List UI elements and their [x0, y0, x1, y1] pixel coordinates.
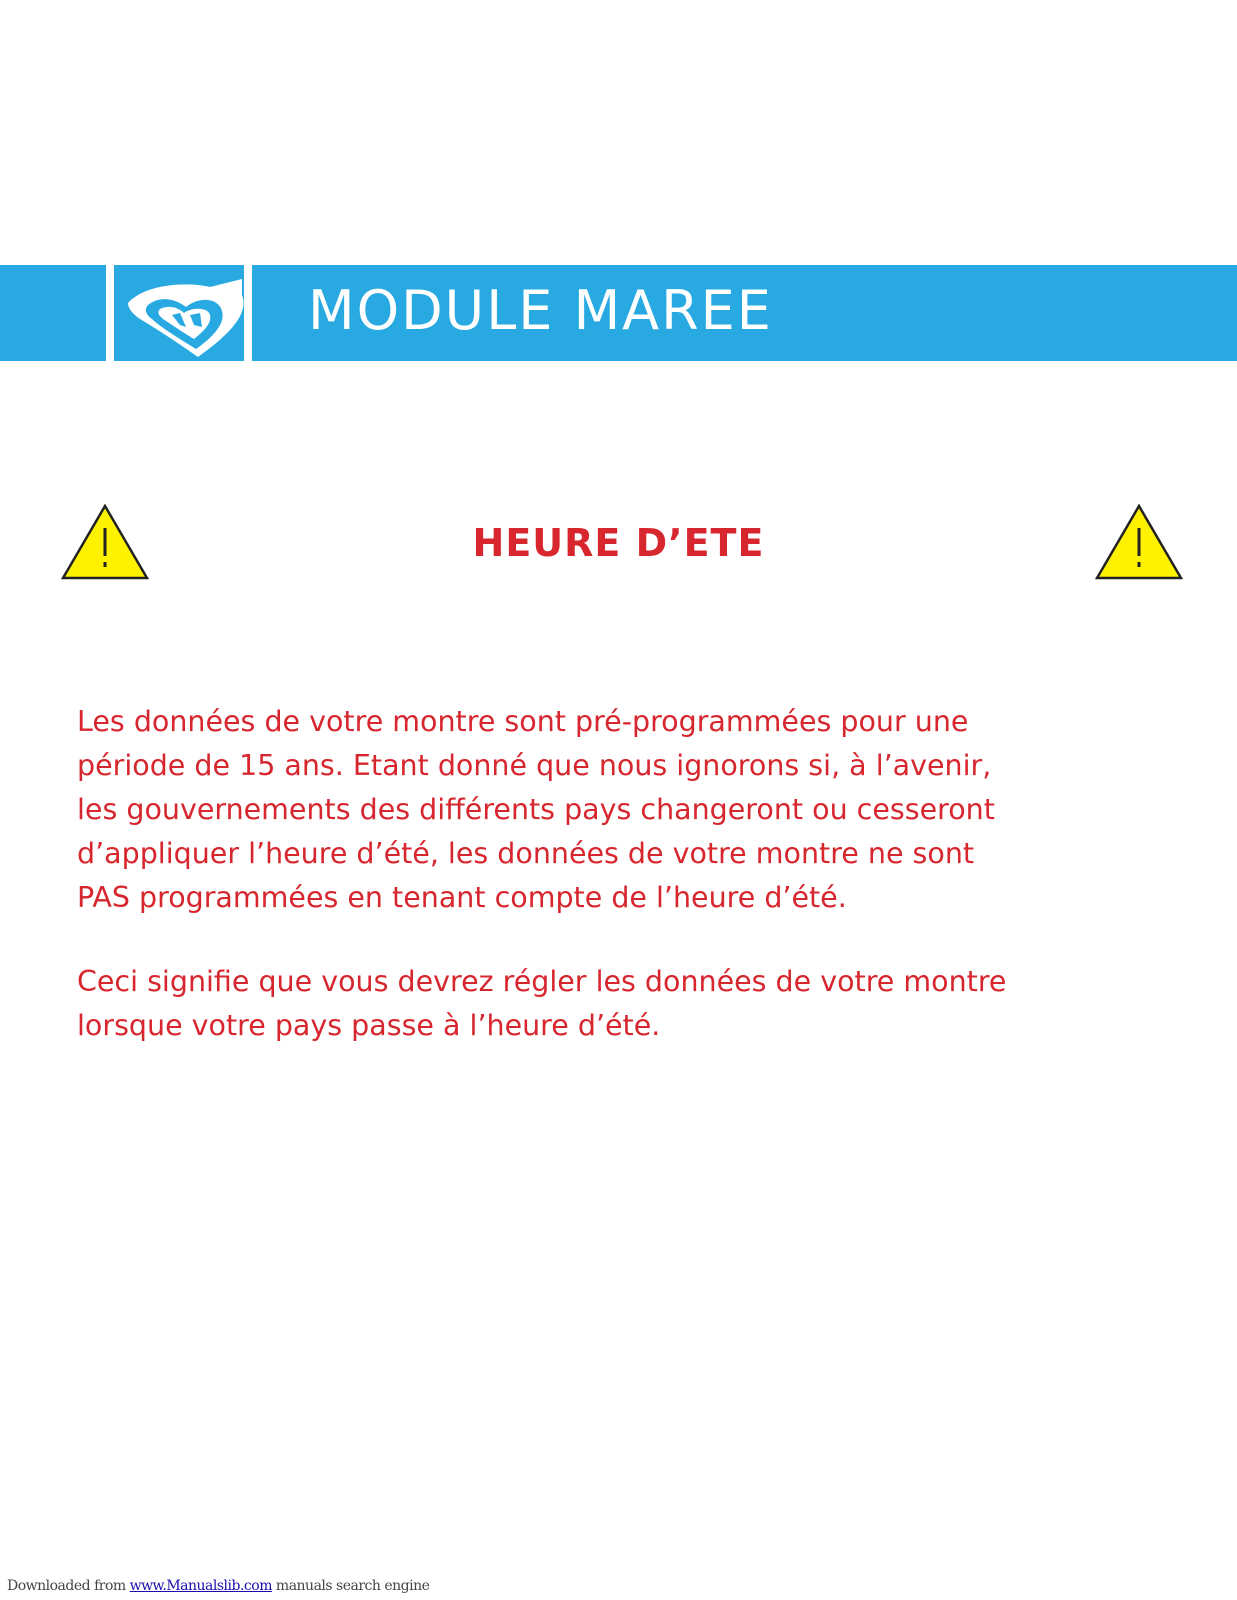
module-title: MODULE MAREE: [308, 279, 773, 342]
paragraph: Ceci signifie que vous devrez régler les données de votre montre lorsque votre pays passe à l’heure d’été.: [77, 965, 1007, 1042]
footer-suffix: manuals search engine: [271, 1578, 430, 1594]
header-band-left-block: [0, 265, 106, 361]
footer-prefix: Downloaded from: [7, 1578, 130, 1594]
manualslib-link[interactable]: www.Manualslib.com: [129, 1578, 272, 1594]
warning-triangle-icon: [1095, 504, 1183, 580]
section-title: HEURE D’ETE: [472, 521, 765, 565]
paragraph: Les données de votre montre sont pré-programmées pour une période de 15 ans. Etant donné que nous ignorons si, à l’avenir, les gouvernements des différents pays changeront ou cesseront d’appliquer l’heure d’été, les données de votre montre ne sont PAS programmées en tenant compte de l’heure d’été.: [77, 705, 995, 914]
download-footer: [7, 1578, 429, 1594]
roxy-heart-logo-icon: [114, 265, 244, 361]
header-band-title-block: [252, 265, 1237, 361]
header-band: [0, 265, 1237, 361]
